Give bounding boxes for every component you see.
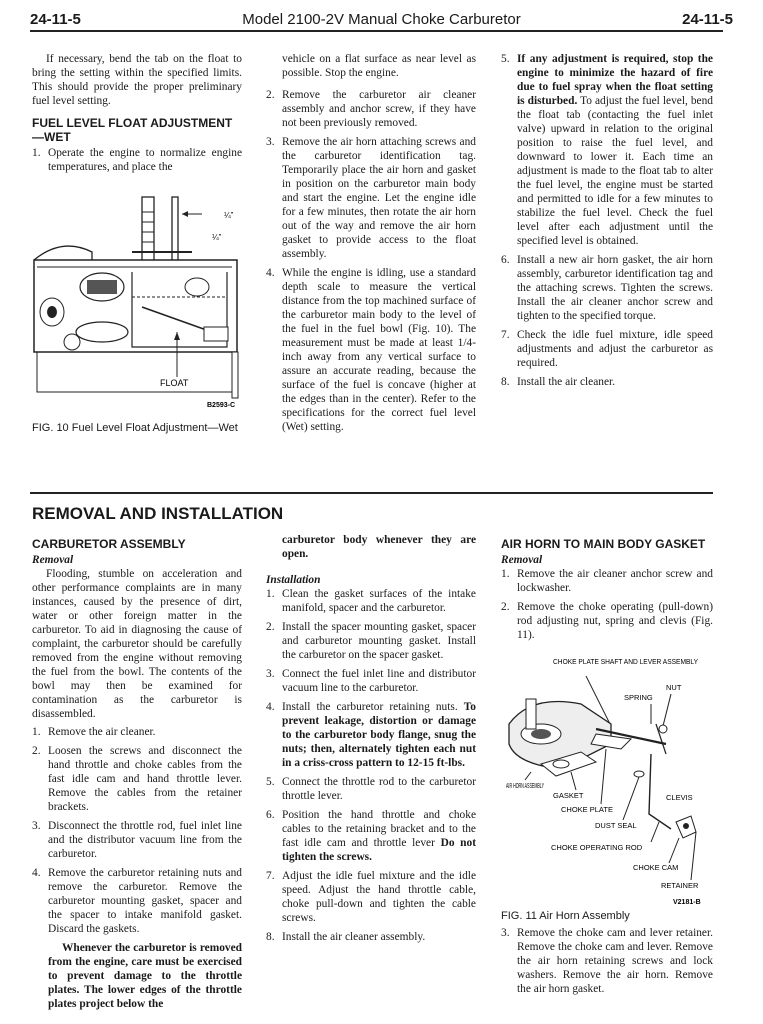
section-rule [30, 492, 713, 494]
section-heading: AIR HORN TO MAIN BODY GASKET [501, 537, 706, 551]
subheading: Removal [32, 554, 74, 566]
bottom-column-1 [32, 533, 242, 1015]
part-label: DUST SEAL [595, 821, 637, 830]
air-horn-assembly-illustration [501, 654, 713, 906]
list-item: 6. Position the hand throttle and choke cables to the retaining bracket and to the fast idle cam and throttle lever Do not tighten the screws. [266, 809, 476, 863]
dimension-label: ¼” [224, 211, 234, 220]
page-title: Model 2100-2V Manual Choke Carburetor [242, 10, 521, 28]
list-item: 1. Operate the engine to normalize engine temperatures, and place the [32, 147, 242, 173]
list-item: 1. Clean the gasket surfaces of the intake manifold, spacer and the carburetor. [266, 588, 476, 614]
float-label: FLOAT [160, 378, 189, 388]
part-label: CHOKE CAM [633, 863, 679, 872]
list-item: 2. Loosen the screws and disconnect the hand throttle and choke cables from the fast idle cam and hand throttle lever. Remove the cables from the retainer brackets. [32, 745, 242, 813]
list-item: 2. Remove the carburetor air cleaner assembly and anchor screw, if they have not been previously removed. [266, 89, 476, 129]
header-rule [30, 30, 723, 32]
paragraph: Flooding, stumble on acceleration and other performance complaints are in many instances, caused by the presence of dirt, water or other foreign matter in the carburetor. To aid in diagnosing the cause of complaint, the carburetor should be carefully removed from the engine without removing the fuel from the bowl. The contents of the bowl may then be examined for contamination as the carburetor is disassembled. [32, 568, 242, 720]
list-item: 7. Check the idle fuel mixture, idle speed adjustments and adjust the carburetor as required. [501, 329, 713, 369]
list-item: 4. While the engine is idling, use a standard depth scale to measure the vertical distance from the top machined surface of the carburetor main body to the level of the fuel in the fuel bowl (Fig. 10). The measurement must be made at least 1/4-inch away from any vertical surface to assure an accurate reading, because the surface of the fuel is concave (higher at the edges than in the center). Refer to the specifications for the correct fuel level (Wet) setting. [266, 267, 476, 433]
paragraph: carburetor body whenever they are open. [282, 534, 476, 560]
list-item: 1. Remove the air cleaner anchor screw and lockwasher. [501, 568, 713, 594]
part-label: NUT [666, 683, 682, 692]
section-heading: FUEL LEVEL FLOAT ADJUSTMENT—WET [32, 116, 233, 144]
figure-code: V2181-B [673, 899, 701, 906]
page-header [30, 8, 733, 30]
bottom-column-3-continued [501, 926, 713, 1001]
list-item: 3. Remove the air horn attaching screws and the carburetor identification tag. Temporarily place the air horn and gasket in position on the carburetor main body and start the engine. Let the engine idle for a few minutes, then rotate the air horn out of the way and remove the air horn gasket to provide access to the float assembly. [266, 136, 476, 260]
part-label: RETAINER [661, 881, 699, 890]
list-item: 2. Remove the choke operating (pull-down) rod adjusting nut, spring and clevis (Fig. 11). [501, 601, 713, 641]
part-label: CHOKE OPERATING ROD [551, 843, 643, 852]
bottom-column-2 [266, 533, 476, 949]
dimension-label: ¼” [212, 233, 222, 242]
list-item: 4. Install the carburetor retaining nuts. To prevent leakage, distortion or damage to the carburetor body flange, snug the nuts; then, alternately tighten each nut in a criss-cross pattern to 12-15 ft-lbs. [266, 701, 476, 769]
figure-11 [501, 654, 713, 906]
page-number-right: 24-11-5 [682, 10, 733, 28]
part-label: CLEVIS [666, 793, 693, 802]
top-column-2 [266, 52, 476, 439]
part-label: SPRING [624, 693, 653, 702]
list-item: 5. If any adjustment is required, stop the engine to minimize the hazard of fire due to fuel spray when the float setting is disturbed. To adjust the fuel level, bend the float tab (contacting the fuel inlet valve) upward in relation to the original position to raise the fuel level, and downward to lower it. Each time an adjustment is made to the float tab to alter the fuel level, the engine must be started and permitted to idle for a few minutes to stabilize the fuel level. Check the fuel level after each adjustment until the specified level is obtained. [501, 53, 713, 247]
part-label: CHOKE PLATE [561, 805, 613, 814]
list-item: 5. Connect the throttle rod to the carburetor throttle lever. [266, 776, 476, 802]
list-item: 7. Adjust the idle fuel mixture and the idle speed. Adjust the hand throttle cable, choke pull-down and tighten the cable screws. [266, 870, 476, 924]
list-item: 3. Connect the fuel inlet line and distributor vacuum line to the carburetor. [266, 668, 476, 694]
list-item: 6. Install a new air horn gasket, the air horn assembly, carburetor identification tag and the attaching screws. Tighten the screws. Install the air cleaner anchor screw and tighten to the specified torque. [501, 254, 713, 322]
list-item: 8. Install the air cleaner. [501, 376, 616, 388]
list-item: 4. Remove the carburetor retaining nuts and remove the carburetor. Remove the carburetor mounting gasket, spacer and the spacer to intake manifold gasket. Discard the gaskets. [32, 867, 242, 935]
page-number-left: 24-11-5 [30, 10, 81, 28]
list-item: 1. Remove the air cleaner. [32, 726, 156, 738]
paragraph: If necessary, bend the tab on the float to bring the setting within the specified limits. This should provide the proper preliminary fuel level setting. [32, 53, 242, 107]
list-item: 8. Install the air cleaner assembly. [266, 931, 426, 943]
section-title: REMOVAL AND INSTALLATION [32, 504, 284, 523]
warning-paragraph: Whenever the carburetor is removed from the engine, care must be exercised to prevent damage to the throttle plates. The lower edges of the throttle plates project below the [48, 942, 242, 1010]
top-column-1 [32, 52, 242, 179]
section-heading: CARBURETOR ASSEMBLY [32, 537, 186, 551]
part-label: GASKET [553, 791, 584, 800]
part-label: CHOKE PLATE SHAFT AND LEVER ASSEMBLY [553, 657, 698, 666]
figure-code: B2593-C [207, 402, 236, 409]
list-item: 3. Disconnect the throttle rod, fuel inlet line and the distributor vacuum line from the carburetor. [32, 820, 242, 860]
top-column-3 [501, 52, 713, 394]
subheading: Installation [266, 574, 321, 586]
figure-10-caption: FIG. 10 Fuel Level Float Adjustment—Wet [32, 422, 238, 434]
paragraph: vehicle on a flat surface as near level as possible. Stop the engine. [282, 53, 476, 79]
fuel-level-float-illustration [32, 192, 244, 414]
list-item: 2. Install the spacer mounting gasket, spacer and carburetor mounting gasket. Install the carburetor on the spacer gasket. [266, 621, 476, 661]
part-label: AIR HORN ASSEMBLY [506, 781, 544, 790]
bottom-column-3 [501, 533, 713, 647]
subheading: Removal [501, 554, 543, 566]
figure-10 [32, 192, 244, 414]
figure-11-caption: FIG. 11 Air Horn Assembly [501, 910, 630, 922]
list-item: 3. Remove the choke cam and lever retainer. Remove the choke cam and lever. Remove the air horn retaining screws and lock washers. Remove the air horn. Remove the air horn gasket. [501, 927, 713, 995]
